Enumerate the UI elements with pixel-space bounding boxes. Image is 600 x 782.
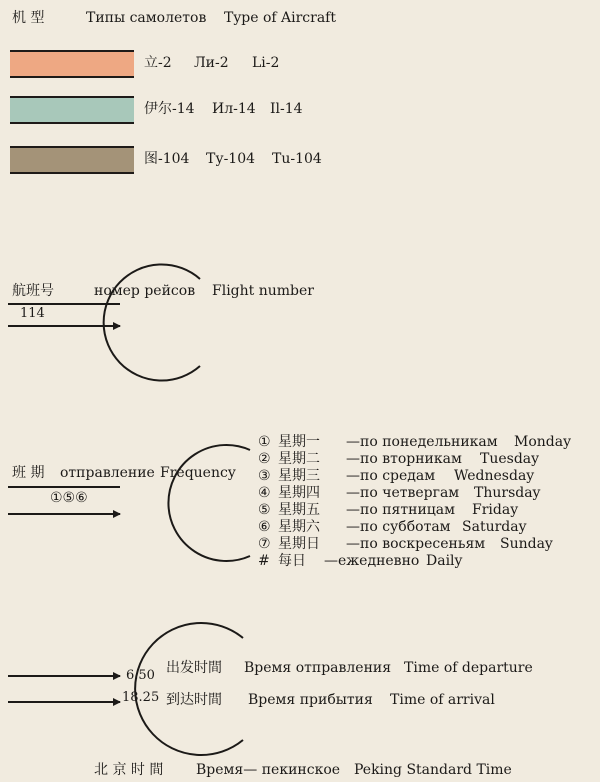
footer-zh: 北 京 时 間 — [94, 762, 164, 778]
day-label-en: Daily — [426, 553, 463, 569]
day-label-zh: 星期日 — [278, 536, 320, 552]
day-symbol: ⑤ — [258, 502, 271, 518]
day-label-ru: —по понедельникам — [346, 434, 498, 450]
legend-header-ru: Типы самолетов — [86, 10, 207, 26]
day-label-zh: 星期三 — [278, 468, 320, 484]
frequency-day-saturday — [258, 519, 571, 536]
departure-label-zh: 出发时間 — [166, 660, 222, 676]
day-label-ru: —по пятницам — [346, 502, 456, 518]
day-label-en: Saturday — [462, 519, 527, 535]
day-label-en: Thursday — [474, 485, 541, 501]
departure-label-ru: Время отправления — [244, 660, 392, 676]
day-label-en: Tuesday — [480, 451, 540, 467]
frequency-day-wednesday — [258, 468, 571, 485]
flight-label-zh: 航班号 — [12, 283, 54, 299]
day-label-en: Monday — [514, 434, 571, 450]
frequency-legend-list — [258, 434, 571, 570]
legend-header-zh: 机 型 — [12, 10, 45, 26]
day-label-zh: 星期一 — [278, 434, 320, 450]
arrival-label-ru: Время прибытия — [248, 692, 373, 708]
aircraft-il14-zh: 伊尔-14 — [144, 101, 195, 117]
frequency-arc — [168, 445, 250, 561]
day-label-zh: 星期二 — [278, 451, 320, 467]
frequency-day-daily — [258, 553, 571, 570]
aircraft-tu104-zh: 图-104 — [144, 151, 190, 167]
day-symbol: ⑥ — [258, 519, 271, 535]
legend-header-en: Type of Aircraft — [224, 10, 336, 26]
day-label-zh: 星期六 — [278, 519, 320, 535]
aircraft-il14-ru: Ил-14 — [212, 101, 256, 117]
aircraft-tu104-ru: Ту-104 — [206, 151, 256, 167]
day-label-ru: —по субботам — [346, 519, 451, 535]
day-label-zh: 星期五 — [278, 502, 320, 518]
footer-en: Peking Standard Time — [354, 762, 512, 778]
day-label-en: Friday — [472, 502, 519, 518]
frequency-day-friday — [258, 502, 571, 519]
frequency-example-days: ①⑤⑥ — [50, 490, 88, 506]
day-symbol: ⑦ — [258, 536, 271, 552]
day-symbol: ① — [258, 434, 271, 450]
frequency-day-tuesday — [258, 451, 571, 468]
aircraft-li2-zh: 立-2 — [144, 55, 172, 71]
aircraft-tu104-en: Tu-104 — [272, 151, 322, 167]
flight-example-number: 114 — [20, 306, 45, 321]
flight-arc — [104, 265, 200, 381]
flight-label-ru: номер рейсов — [94, 283, 196, 299]
departure-time: 6.50 — [126, 668, 155, 683]
day-symbol: # — [258, 553, 270, 569]
day-label-ru: —ежедневно — [324, 553, 420, 569]
day-label-ru: —по воскресеньям — [346, 536, 486, 552]
arrival-time: 18.25 — [122, 690, 160, 705]
aircraft-li2-ru: Ли-2 — [194, 55, 229, 71]
day-label-ru: —по четвергам — [346, 485, 460, 501]
arrival-label-en: Time of arrival — [390, 692, 495, 708]
frequency-day-thursday — [258, 485, 571, 502]
day-label-zh: 每日 — [278, 553, 306, 569]
day-label-zh: 星期四 — [278, 485, 320, 501]
frequency-label-ru: отправление — [60, 465, 155, 481]
aircraft-li2-en: Li-2 — [252, 55, 280, 71]
frequency-label-zh: 班 期 — [12, 465, 45, 481]
flight-label-en: Flight number — [212, 283, 314, 299]
frequency-label-en: Frequency — [160, 465, 236, 481]
footer-ru: Время— пекинское — [196, 762, 341, 778]
day-symbol: ② — [258, 451, 271, 467]
time-arc — [135, 623, 243, 755]
frequency-day-monday — [258, 434, 571, 451]
arrival-label-zh: 到达时間 — [166, 692, 222, 708]
day-symbol: ③ — [258, 468, 271, 484]
day-label-ru: —по вторникам — [346, 451, 462, 467]
aircraft-il14-en: Il-14 — [270, 101, 303, 117]
departure-label-en: Time of departure — [404, 660, 533, 676]
day-label-en: Wednesday — [454, 468, 535, 484]
day-label-en: Sunday — [500, 536, 553, 552]
day-symbol: ④ — [258, 485, 271, 501]
day-label-ru: —по средам — [346, 468, 436, 484]
frequency-day-sunday — [258, 536, 571, 553]
